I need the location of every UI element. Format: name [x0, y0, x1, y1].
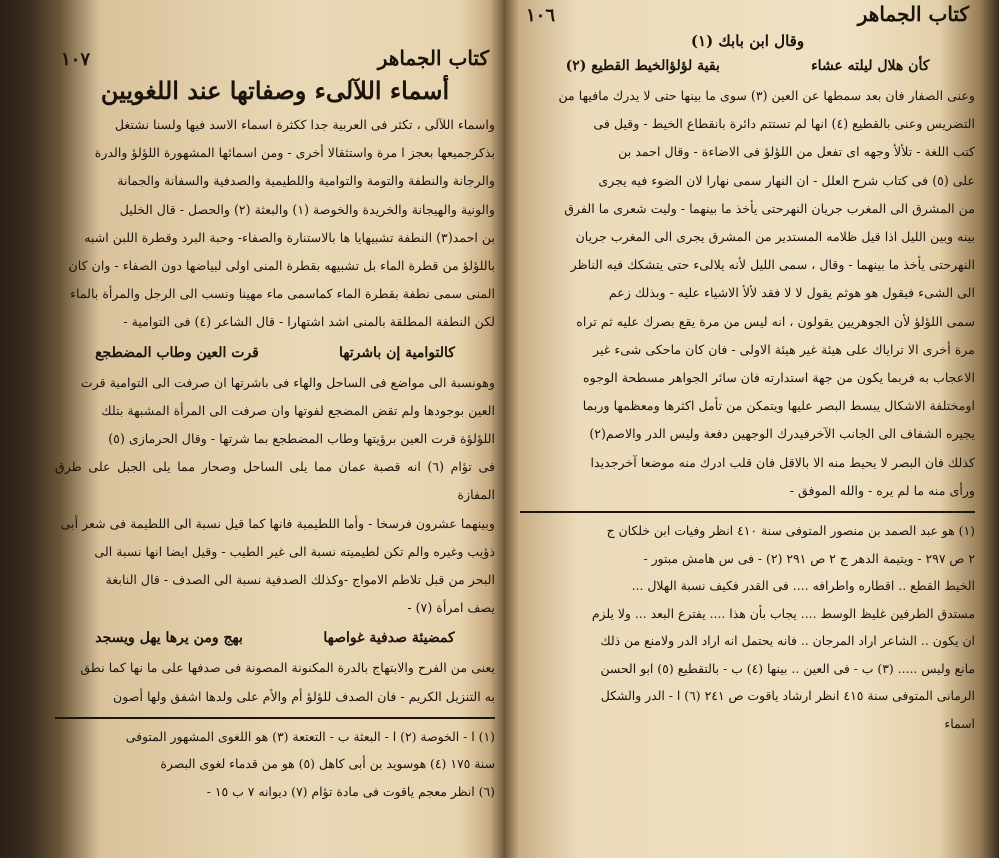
text-line: به التنزيل الكريم - فان الصدف للؤلؤ أم والأم على ولدها اشفق ولها أصون	[113, 688, 495, 704]
verse-second-hemistich: بقية لؤلؤالخيط القطيع (٢)	[565, 58, 720, 74]
text-line: بن احمد(٣) النطفة تشبيهايا ها بالاستنارة والصفاء- وحبة البرد وقطرة اللبن اشبه	[84, 229, 495, 245]
footnote-divider	[55, 717, 495, 719]
footnote-line: الخيط القطع .. اقطاره واطرافه .... فى القدر فكيف نسبة الهلال ...	[631, 578, 975, 594]
right-page	[520, 0, 975, 858]
text-line: والرجانة والنطفة والتومة والتوامية واللطيمية والصدفية والسفانة والجمانة	[117, 173, 495, 189]
text-line: اومختلفة الاشكال يبسط البصر عليها ويتمكن من تأمل اكثرها ومعظمها وربما	[582, 398, 975, 414]
text-line: العين بوجودها ولم تقض المضجع لفوتها وان صرفت الى المرأة المشبهة بتلك	[101, 402, 495, 418]
footnote-line: (١) هو عبد الصمد بن منصور المتوفى سنة ٤١٠ انظر وفيات ابن خلكان ج	[606, 523, 975, 539]
verse-first-hemistich: كمضيئة صدفية غواصها	[323, 630, 455, 647]
footnote-line: مستدق الطرفين غليظ الوسط .... يجاب بأن هذا .... يفترع البعد ... ولا يلزم	[591, 605, 975, 621]
text-line: لكن النطفة المطلقة بالمنى اشد اشتهارا - قال الشاعر (٤) فى التوامية -	[123, 314, 495, 330]
text-line: ورأى منه ما لم يره - والله الموفق -	[789, 482, 975, 498]
page-number: ١٠٦	[526, 5, 556, 26]
text-line: يصف امرأة (٧) -	[407, 600, 495, 616]
page-number: ١٠٧	[61, 49, 91, 70]
text-line: كتب اللغة - تلألأ وجهه اى تفعل من اللؤلؤ فى الاضاءة - وقال احمد بن	[618, 144, 975, 160]
text-line: يعنى من الفرح والابتهاج بالدرة المكنونة المصونة فى صدفها على ما نها كما نطق	[80, 660, 495, 676]
footnote-line: ان يكون .. الشاعر اراد المرجان .. فانه يحتمل انه اراد الدر ولامنع من ذلك	[600, 633, 975, 649]
footnote-line: (١) ا - الخوصة (٢) ا - البعثة ب - التعتعة (٣) هو اللغوى المشهور المتوفى	[125, 728, 495, 744]
footnote-line: ٢ ص ٢٩٧ - ويتيمة الدهر ج ٢ ص ٢٩١ (٢) - فى س هامش مبتور -	[643, 550, 975, 566]
footnote-line: اسماء	[944, 715, 975, 731]
left-page	[55, 0, 495, 858]
chapter-title: أسماء اللآلىء وصفاتها عند اللغويين	[100, 76, 450, 105]
text-line: بينه وبين الليل اذا قيل ظلامه المستدير من المشرق يجرى الى المغرب جريان	[575, 229, 975, 245]
footnote-line: (٦) انظر معجم ياقوت فى مادة تؤام (٧) ديوانه ٧ ب ١٥ -	[206, 783, 495, 799]
text-line: بذكرجميعها بعجز ا مرة واستثقالا أخرى - ومن اسمائها المشهورة اللؤلؤ والدرة	[94, 145, 495, 161]
text-line: والونية والهيجانة والخريدة والخوصة (١) والبعثة (٢) والحصل - قال الخليل	[119, 201, 495, 217]
text-line: سمى اللؤلؤ لأن الجوهريين يقولون ، انه ليس من مرة يقع بصرك عليه ثم تراه	[576, 313, 975, 329]
body-text	[55, 111, 495, 711]
running-title: كتاب الجماهر	[857, 2, 969, 26]
verse-line	[520, 58, 975, 74]
text-line: واسماء اللآلى ، تكثر فى العربية جدا ككثرة اسماء الاسد فيها ولسنا نشتغل	[114, 117, 495, 132]
text-line: اللؤلؤة قرت العين برؤيتها وطاب المضطجع بما شرتها - وقال الحرمازى (٥)	[108, 431, 495, 447]
footnotes	[55, 723, 495, 806]
verse-second-hemistich: بهج ومن يرها يهل ويسجد	[95, 630, 243, 647]
text-line: يجيره الشفاف الى الجانب الآخرفيدرك الوجهين دفعة وليس الدر والاصم(٢)	[589, 426, 975, 442]
text-line: على (٥) فى كتاب شرح العلل - ان النهار سمى نهارا لان الضوء فيه يجرى	[598, 172, 975, 188]
footnote-line: سنة ١٧٥ (٤) هوسويد بن أبى كاهل (٥) هو من قدماء لغوى البصرة	[160, 756, 495, 772]
verse-second-hemistich: قرت العين وطاب المضطجع	[95, 344, 259, 361]
text-line: النهرحتى يأخذ ما بينهما - وقال ، سمى الليل لأنه يلالىء حتى يتشكك فيه الناظر	[570, 257, 975, 273]
text-line: وبينهما عشرون فرسخا - وأما اللطيمية فانها كما قيل نسبة الى اللطيمة فى شعر أبى	[60, 515, 495, 531]
text-line: وهونسبة الى مواضع فى الساحل والهاء فى باشرتها ان صرفت الى التوامية قرت	[80, 374, 495, 390]
footnote-line: مانع وليس ..... (٣) ب - فى العين .. بينها (٤) ب - بالتقطيع (٥) ابو الحسن	[600, 660, 975, 676]
text-line: الاعجاب به فربما يكون من جهة استدارته فان سائر الجواهر مسطحة الوجوه	[582, 370, 975, 386]
text-line: المنى سمى نطفة بقطرة الماء كماسمى ماء مهينا ونسب الى الرجل والمرأة بالماء	[70, 286, 495, 302]
text-line: فى تؤام (٦) انه قصبة عمان مما يلى الساحل وصحار مما يلى الجبل على طرق المفازة	[55, 459, 496, 503]
text-line: مرة أخرى الا تراياك على هيئة غير هيئة الاولى - فان كان ماحكى شىء غير	[593, 341, 975, 357]
footnote-divider	[520, 511, 975, 513]
verse-first-hemistich: كأن هلال ليلته عشاء	[811, 58, 930, 74]
verse-line	[55, 345, 495, 361]
text-line: التضريس وعنى بالقطيع (٤) انها لم تستتم دائرة بانقطاع الخيط - وقيل فى	[593, 116, 975, 132]
text-line: الى الشىء فيقول هو هوثم يقول لا لا فقد لألأ الاشياء عليه - وبذلك زعم	[608, 285, 975, 301]
running-title: كتاب الجماهر	[377, 46, 489, 70]
text-line: وعنى الصفار فان بعد سمطها عن العين (٣) سوى ما بينها حتى لا يدرك مافيها من	[558, 88, 975, 103]
page-header	[520, 2, 975, 26]
text-line: البحر من قبل تلاطم الامواج -وكذلك الصدفية نسبة الى الصدف - قال النابغة	[105, 572, 495, 588]
footnote-line: الرمانى المتوفى سنة ٤١٥ انظر ارشاد ياقوت ص ٢٤١ (٦) ا - الدر والشكل	[600, 688, 975, 704]
verse-first-hemistich: كالتوامية إن باشرتها	[338, 344, 455, 361]
poet-attribution: وقال ابن بابك (١)	[690, 32, 805, 50]
verse-line	[55, 630, 495, 646]
footnotes	[520, 517, 975, 737]
text-line: كذلك فان البصر لا يحيط منه الا بالاقل فان قلب ادرك منه موضعا آخرجديدا	[590, 454, 975, 470]
text-line: من المشرق الى المغرب جريان النهرحتى يأخذ ما بينهما - وليت شعرى ما الفرق	[564, 200, 975, 216]
body-text	[520, 82, 975, 505]
text-line: ذؤيب وغيره والم تكن لطيميته نسبة الى غير الطيب - وقيل ايضا انها نسبة الى	[94, 543, 495, 559]
text-line: باللؤلؤ من قطرة الماء بل تشبيهه بقطرة المنى اولى لبياضها دون الصفاء - وان كان	[68, 258, 495, 274]
page-header	[55, 46, 495, 70]
